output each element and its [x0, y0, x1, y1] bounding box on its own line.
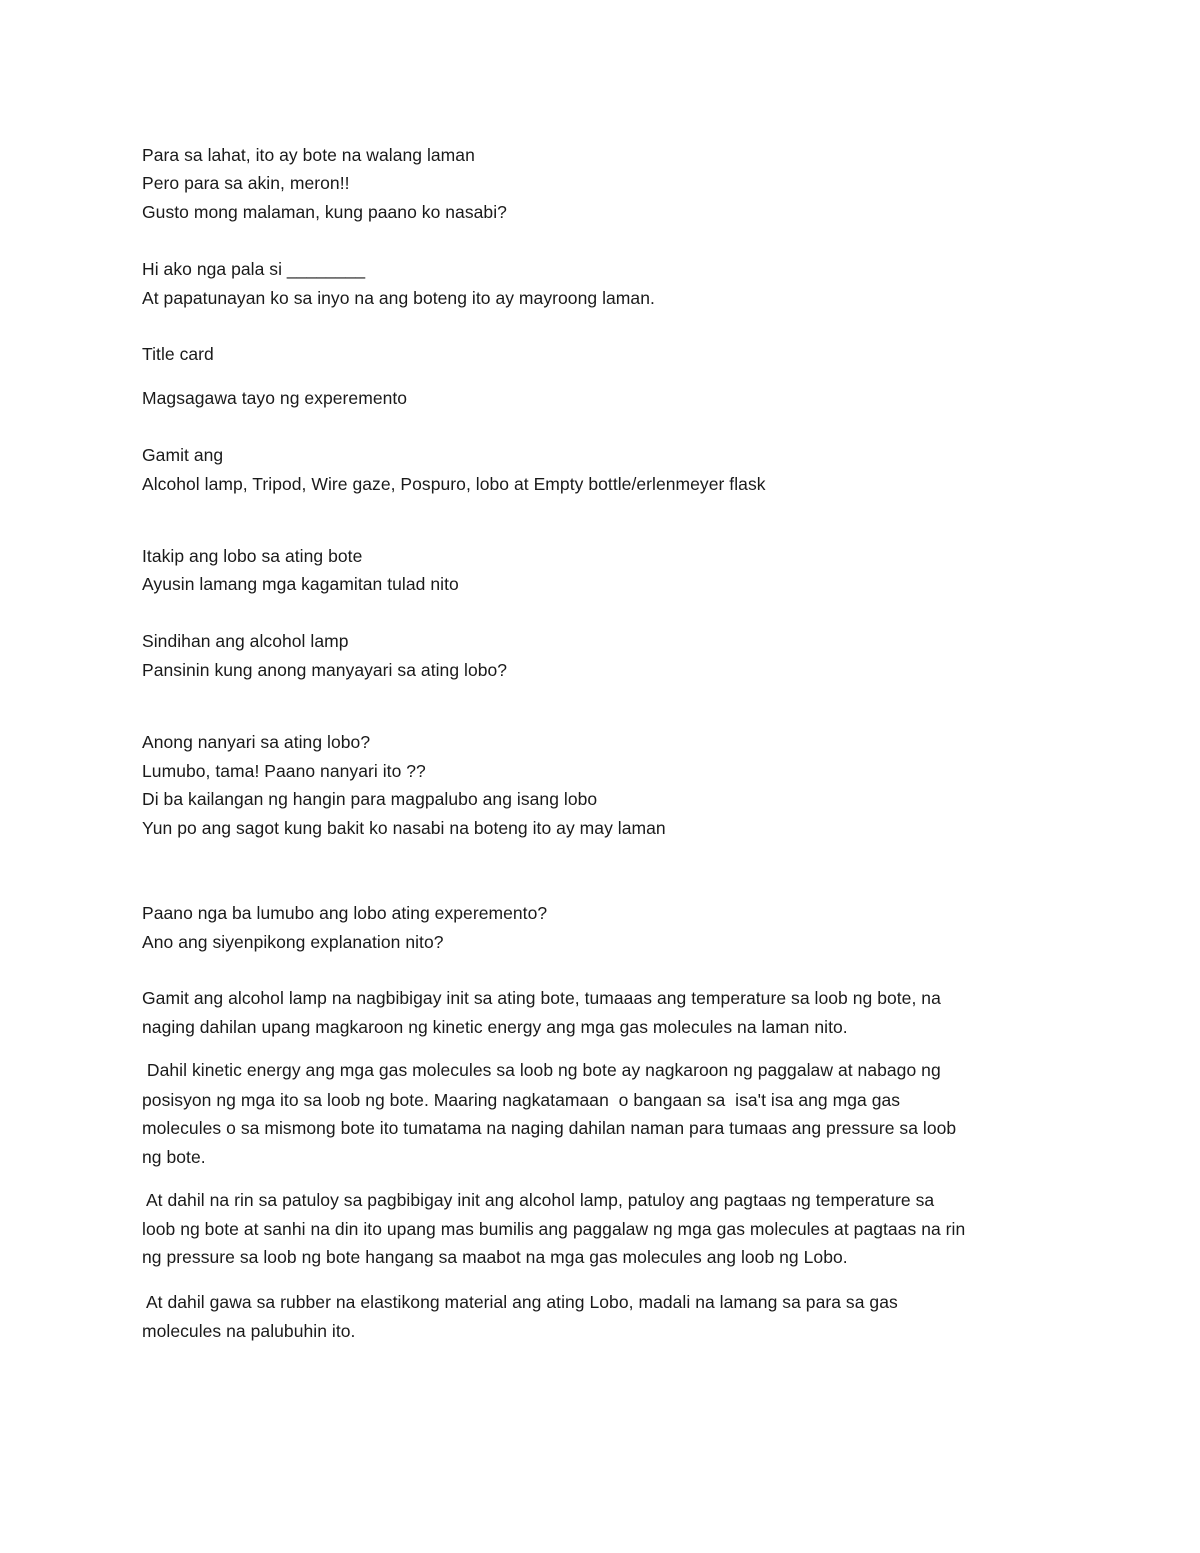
text-line: naging dahilan upang magkaroon ng kinetic energy ang mga gas molecules na laman nito. — [142, 1017, 848, 1037]
text-line: At papatunayan ko sa inyo na ang boteng ito ay mayroong laman. — [142, 288, 655, 308]
text-line: Di ba kailangan ng hangin para magpalubo ang isang lobo — [142, 789, 598, 809]
text-line: molecules o sa mismong bote ito tumatama na naging dahilan naman para tumaas ang pressure sa loob — [142, 1118, 957, 1138]
text-line: Alcohol lamp, Tripod, Wire gaze, Pospuro, lobo at Empty bottle/erlenmeyer flask — [142, 474, 766, 494]
text-line: ng bote. — [142, 1147, 206, 1167]
text-line: Gamit ang alcohol lamp na nagbibigay init sa ating bote, tumaaas ang temperature sa loob ng bote, na — [142, 988, 941, 1008]
text-line: Pero para sa akin, meron!! — [142, 173, 350, 193]
text-line: Yun po ang sagot kung bakit ko nasabi na boteng ito ay may laman — [142, 818, 666, 838]
text-line: Pansinin kung anong manyayari sa ating lobo? — [142, 660, 508, 680]
text-line: Gamit ang — [142, 445, 224, 465]
text-line: Ano ang siyenpikong explanation nito? — [142, 932, 444, 952]
text-line: Lumubo, tama! Paano nanyari ito ?? — [142, 761, 426, 781]
text-line: Sindihan ang alcohol lamp — [142, 631, 349, 651]
text-line: Itakip ang lobo sa ating bote — [142, 546, 363, 566]
text-line: Paano nga ba lumubo ang lobo ating experemento? — [142, 903, 548, 923]
text-line: At dahil na rin sa patuloy sa pagbibigay init ang alcohol lamp, patuloy ang pagtaas ng temperature sa — [142, 1190, 935, 1210]
text-line: At dahil gawa sa rubber na elastikong material ang ating Lobo, madali na lamang sa para sa gas — [142, 1292, 898, 1312]
text-line: Ayusin lamang mga kagamitan tulad nito — [142, 574, 459, 594]
text-line: ng pressure sa loob ng bote hangang sa maabot na mga gas molecules ang loob ng Lobo. — [142, 1247, 848, 1267]
text-line: Gusto mong malaman, kung paano ko nasabi? — [142, 202, 507, 222]
text-line: loob ng bote at sanhi na din ito upang mas bumilis ang paggalaw ng mga gas molecules at pagtaas na rin — [142, 1219, 966, 1239]
text-line: Hi ako nga pala si ________ — [142, 259, 366, 279]
text-line: Magsagawa tayo ng experemento — [142, 388, 408, 408]
text-line: Title card — [142, 344, 214, 364]
text-line: molecules na palubuhin ito. — [142, 1321, 356, 1341]
text-line: Anong nanyari sa ating lobo? — [142, 732, 371, 752]
text-line: posisyon ng mga ito sa loob ng bote. Maaring nagkatamaan o bangaan sa isa't isa ang mga gas — [142, 1090, 901, 1110]
text-line: Dahil kinetic energy ang mga gas molecules sa loob ng bote ay nagkaroon ng paggalaw at nabago ng — [142, 1060, 941, 1080]
text-line: Para sa lahat, ito ay bote na walang laman — [142, 145, 475, 165]
